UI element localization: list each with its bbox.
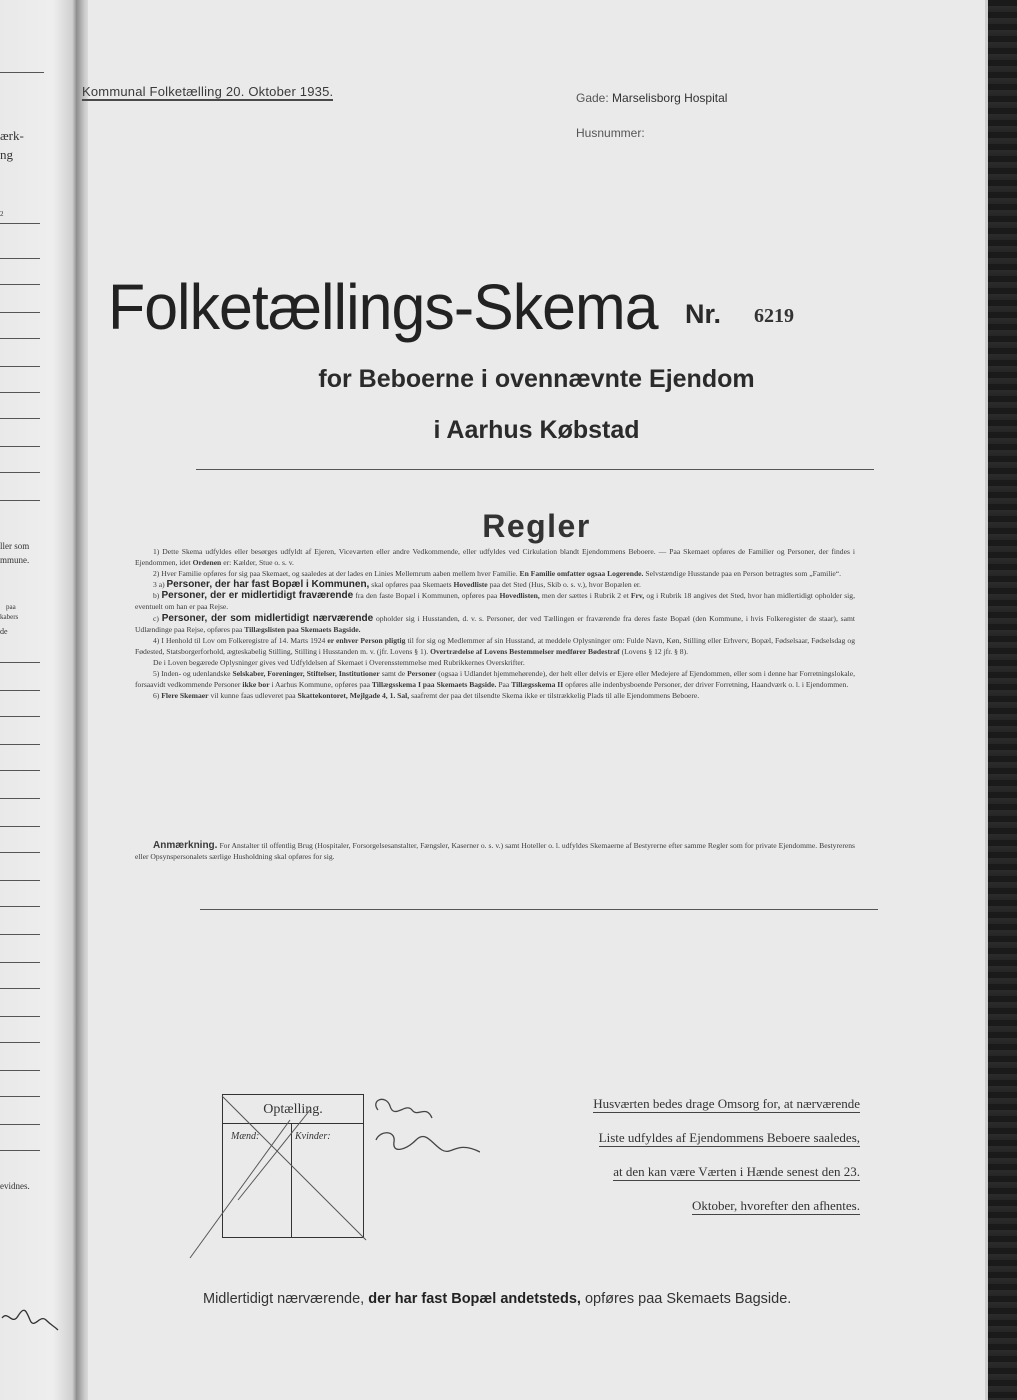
left-rule bbox=[0, 366, 40, 367]
left-rule bbox=[0, 312, 40, 313]
left-rule bbox=[0, 418, 40, 419]
form-number-value: 6219 bbox=[754, 305, 794, 327]
rule-1: 1) Dette Skema udfyldes eller besørges udfyldt af Ejeren, Viceværten eller andre Vedkommende, eller udfyldes ved Cirkulation blandt Ejendommens Beboere. — Paa Skemaet opføres de Familier og Personer, der findes i Ejendommen, idet Ordenen er: Kælder, Stue o. s. v. bbox=[135, 547, 855, 568]
left-rule bbox=[0, 798, 40, 799]
left-rule bbox=[0, 1096, 40, 1097]
left-rule bbox=[0, 500, 40, 501]
annotation-text: For Anstalter til offentlig Brug (Hospitaler, Forsorgelsesanstalter, Fængsler, Kaserner o. s. v.) samt Hoteller o. l. udfyldes Skemaerne af Bestyrerne efter samme Regler som for private Ejendomme. Bestyrerens eller Opsynspersonalets særlige Husholdning skal opføres for sig. bbox=[135, 841, 855, 862]
rule-3a: 3 a) Personer, der har fast Bopæl i Kommunen, skal opføres paa Skemaets Hovedliste paa det Sted (Hus, Skib o. s. v.), hvor Bopælen er. bbox=[153, 579, 641, 591]
left-rule bbox=[0, 770, 40, 771]
left-rule bbox=[0, 906, 40, 907]
left-rule bbox=[0, 1150, 40, 1151]
left-rule bbox=[0, 1124, 40, 1125]
notice-line: Husværten bedes drage Omsorg for, at nærværende bbox=[593, 1096, 860, 1111]
left-signature-scribble bbox=[0, 1300, 60, 1340]
form-subtitle-line2: i Aarhus Købstad bbox=[433, 416, 640, 444]
street-label: Gade: bbox=[576, 91, 609, 105]
left-fragment-text: evidnes. bbox=[0, 1181, 30, 1191]
left-rule bbox=[0, 258, 40, 259]
left-fragment-text: de bbox=[0, 627, 8, 636]
left-rule bbox=[0, 662, 40, 663]
divider bbox=[200, 909, 878, 910]
form-title: Folketællings-Skema bbox=[108, 271, 658, 343]
footer-bold-text: der har fast Bopæl andetsteds, bbox=[368, 1291, 581, 1307]
left-rule bbox=[0, 338, 40, 339]
divider bbox=[196, 469, 874, 470]
notice-line: at den kan være Værten i Hænde senest den 23. bbox=[613, 1164, 860, 1179]
footer-note bbox=[203, 1291, 883, 1307]
left-rule bbox=[0, 284, 40, 285]
notice-line: Liste udfyldes af Ejendommens Beboere saaledes, bbox=[598, 1130, 860, 1145]
rule-4-note: De i Loven begærede Oplysninger gives ved Udfyldelsen af Skemaet i Overensstemmelse med Rubrikkernes Overskrifter. bbox=[153, 657, 525, 667]
left-rule bbox=[0, 1070, 40, 1071]
left-fragment-text: ller som bbox=[0, 541, 30, 551]
left-rule bbox=[0, 392, 40, 393]
left-fragment-text: mmune. bbox=[0, 555, 30, 565]
rule-4: 4) I Henhold til Lov om Folkeregistre af 14. Marts 1924 er enhver Person pligtig til for sig og Medlemmer af sin Husstand, at meddele Oplysninger om: Fulde Navn, Køn, Stilling eller Erhverv, Bopæl, Fødselsaar, Fødselsdag og Fødested, Statsborgerforhold, ægteskabelig Stilling, Stilling i Husstanden m. v. (jfr. Lovens § 1). Overtrædelse af Lovens Bestemmelser medfører Bødestraf (Lovens § 12 jfr. § 8). bbox=[135, 635, 856, 656]
rule-3c: c) Personer, der som midlertidigt nærværende opholder sig i Husstanden, d. v. s. Personer, der ved Tællingen er fraværende fra deres faste Bopæl (den Kommune, i hvis Folkeregister de staar), samt Udlændinge paa Rejse, opføres paa Tillægslisten paa Skemaets Bagside. bbox=[135, 612, 855, 634]
left-rule bbox=[0, 962, 40, 963]
left-fragment-text: ng bbox=[0, 147, 13, 162]
men-label: Mænd: bbox=[231, 1131, 260, 1142]
left-rule bbox=[0, 72, 44, 73]
left-rule bbox=[0, 880, 40, 881]
street-line bbox=[576, 91, 727, 105]
left-rule bbox=[0, 934, 40, 935]
left-fragment-text: kabers bbox=[0, 613, 19, 621]
left-rule bbox=[0, 988, 40, 989]
left-page-fragment bbox=[0, 0, 76, 1400]
left-rule bbox=[0, 852, 40, 853]
women-label: Kvinder: bbox=[295, 1131, 331, 1142]
left-rule bbox=[0, 1042, 40, 1043]
rule-3b: b) Personer, der er midlertidigt fraværende fra den faste Bopæl i Kommunen, opføres paa Hovedlisten, men der sættes i Rubrik 2 et Frv, og i Rubrik 18 angives det Sted, hvor han midlertidigt opholder sig, eventuelt om han er paa Rejse. bbox=[135, 590, 855, 612]
left-fragment-text: ærk- bbox=[0, 128, 24, 143]
census-header-label: Kommunal Folketælling 20. Oktober 1935. bbox=[82, 84, 334, 99]
left-fragment-text: 2 bbox=[0, 210, 4, 218]
street-value: Marselisborg Hospital bbox=[612, 91, 728, 105]
left-rule bbox=[0, 446, 40, 447]
left-fragment-text: paa bbox=[6, 603, 16, 611]
left-rule bbox=[0, 472, 40, 473]
form-number-label: Nr. bbox=[685, 299, 722, 329]
count-box-title: Optælling. bbox=[223, 1095, 363, 1124]
footer-text: opføres paa Skemaets Bagside. bbox=[584, 1291, 792, 1307]
house-number-label: Husnummer: bbox=[576, 126, 645, 140]
left-rule bbox=[0, 1016, 40, 1017]
annotation-note bbox=[135, 840, 855, 863]
notice-line: Oktober, hvorefter den afhentes. bbox=[691, 1198, 860, 1213]
book-binding-edge bbox=[985, 0, 1017, 1400]
left-rule bbox=[0, 744, 40, 745]
rules-body bbox=[135, 546, 855, 701]
landlord-notice bbox=[520, 1096, 860, 1232]
rule-5: 5) Inden- og udenlandske Selskaber, Foreninger, Stiftelser, Institutioner samt de Personer (ogsaa i Udlandet hjemmehørende), der helt eller delvis er Ejere eller Medejere af Ejendommen, eller som i denne har Forretningslokale, forsaavidt vedkommende Personer ikke bor i Aarhus Kommune, opføres paa Tillægsskema I paa Skemaets Bagside. Paa Tillægsskema II opføres alle indenbysboende Personer, der driver Forretning, Haandværk o. l. i Ejendommen. bbox=[135, 669, 855, 690]
form-subtitle-line1: for Beboerne i ovennævnte Ejendom bbox=[318, 365, 755, 393]
footer-text: Midlertidigt nærværende, bbox=[203, 1291, 365, 1307]
annotation-label: Anmærkning. bbox=[153, 840, 218, 851]
rule-2: 2) Hver Familie opføres for sig paa Skemaet, og saaledes at der lades en Linies Mellemrum aaben mellem hver Familie. En Familie omfatter ogsaa Logerende. Selvstændige Husstande paa en Person betragtes som „Familie“. bbox=[153, 569, 842, 579]
left-rule bbox=[0, 716, 40, 717]
rule-6: 6) Flere Skemaer vil kunne faas udleveret paa Skattekontoret, Mejlgade 4, 1. Sal, saafremt der paa det tilsendte Skema ikke er tilstrækkelig Plads til alle Ejendommens Beboere. bbox=[153, 691, 700, 701]
handwritten-strike-marks bbox=[180, 1080, 480, 1280]
rules-heading: Regler bbox=[482, 508, 591, 544]
left-rule bbox=[0, 826, 40, 827]
left-rule bbox=[0, 690, 40, 691]
left-rule bbox=[0, 223, 40, 224]
